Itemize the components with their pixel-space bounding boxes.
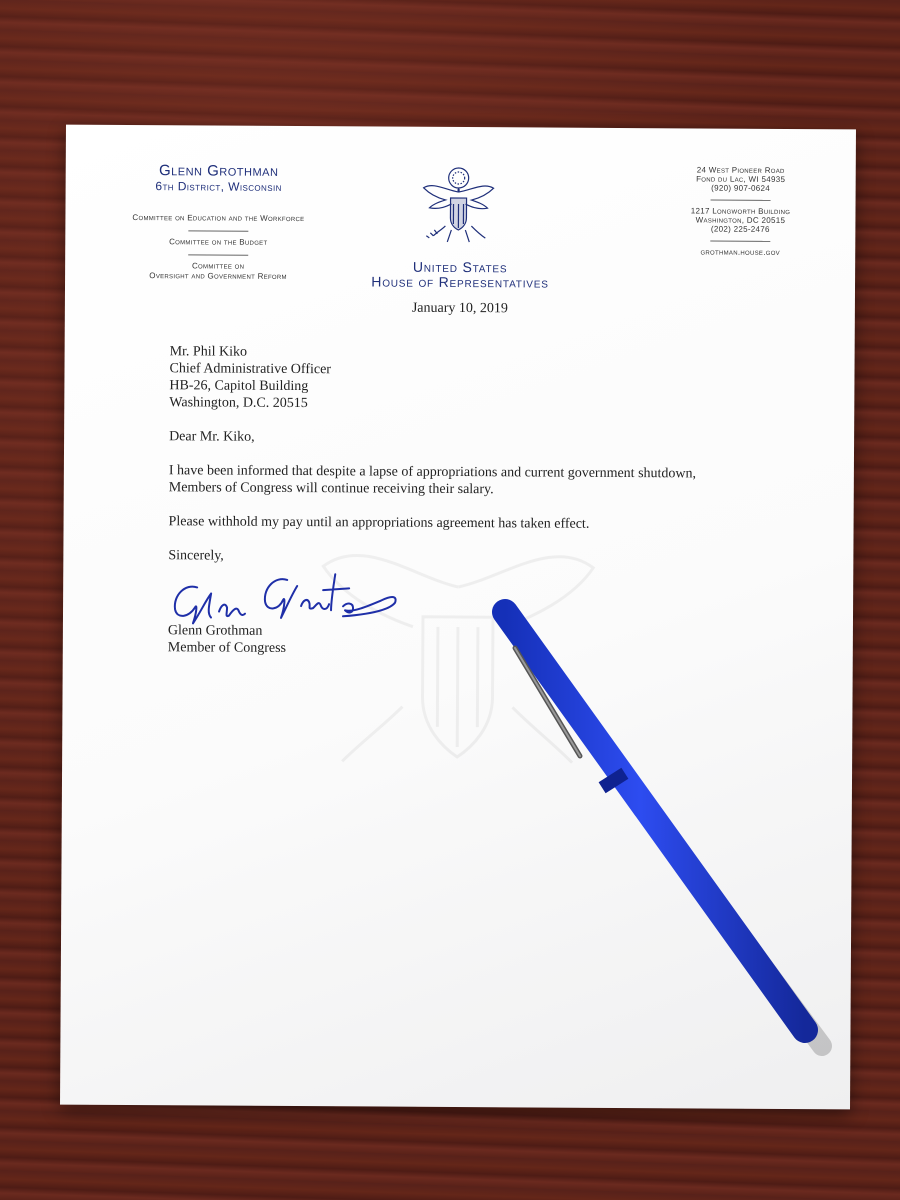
letterhead-member-block bbox=[93, 163, 344, 283]
dc-office-address-line2: Washington, DC 20515 bbox=[695, 215, 786, 225]
divider bbox=[188, 230, 248, 231]
paragraph-1-line-1: I have been informed that despite a lapse of appropriations and current government shutdown, bbox=[168, 463, 697, 482]
signer-name: Glenn Grothman bbox=[167, 623, 263, 639]
member-district: 6th District, Wisconsin bbox=[155, 179, 282, 194]
divider bbox=[710, 241, 770, 242]
letterhead-offices-block bbox=[655, 165, 826, 257]
letter-paper bbox=[60, 125, 856, 1110]
house-title bbox=[320, 259, 600, 291]
salutation: Dear Mr. Kiko, bbox=[169, 429, 255, 445]
committee-oversight-line1: Committee on bbox=[191, 261, 245, 271]
committee-budget: Committee on the Budget bbox=[169, 237, 268, 247]
great-seal-eagle-icon bbox=[415, 164, 502, 251]
district-office-phone: (920) 907-0624 bbox=[711, 183, 771, 193]
committee-education: Committee on Education and the Workforce bbox=[132, 213, 305, 224]
member-name: Glenn Grothman bbox=[158, 162, 279, 180]
district-office-address-line2: Fond du Lac, WI 54935 bbox=[696, 174, 786, 184]
paragraph-1-line-2: Members of Congress will continue receiving their salary. bbox=[168, 480, 494, 498]
house-title-line1: United States bbox=[412, 258, 508, 276]
recipient-line: Chief Administrative Officer bbox=[169, 361, 332, 378]
recipient-line: HB-26, Capitol Building bbox=[169, 378, 309, 395]
paragraph-2: Please withhold my pay until an appropriations agreement has taken effect. bbox=[168, 514, 590, 532]
divider bbox=[188, 254, 248, 255]
website: grothman.house.gov bbox=[700, 247, 781, 257]
recipient-line: Mr. Phil Kiko bbox=[169, 344, 248, 360]
district-office-address-line1: 24 West Pioneer Road bbox=[696, 165, 785, 175]
handwritten-signature bbox=[167, 565, 407, 636]
house-title-line2: House of Representatives bbox=[371, 273, 549, 291]
closing: Sincerely, bbox=[168, 548, 224, 564]
letter-date: January 10, 2019 bbox=[411, 300, 508, 317]
recipient-line: Washington, D.C. 20515 bbox=[169, 395, 308, 412]
committee-oversight-line2: Oversight and Government Reform bbox=[149, 271, 287, 281]
dc-office-address-line1: 1217 Longworth Building bbox=[690, 206, 791, 217]
signer-title: Member of Congress bbox=[167, 640, 287, 656]
divider bbox=[711, 200, 771, 201]
dc-office-phone: (202) 225-2476 bbox=[710, 224, 770, 234]
